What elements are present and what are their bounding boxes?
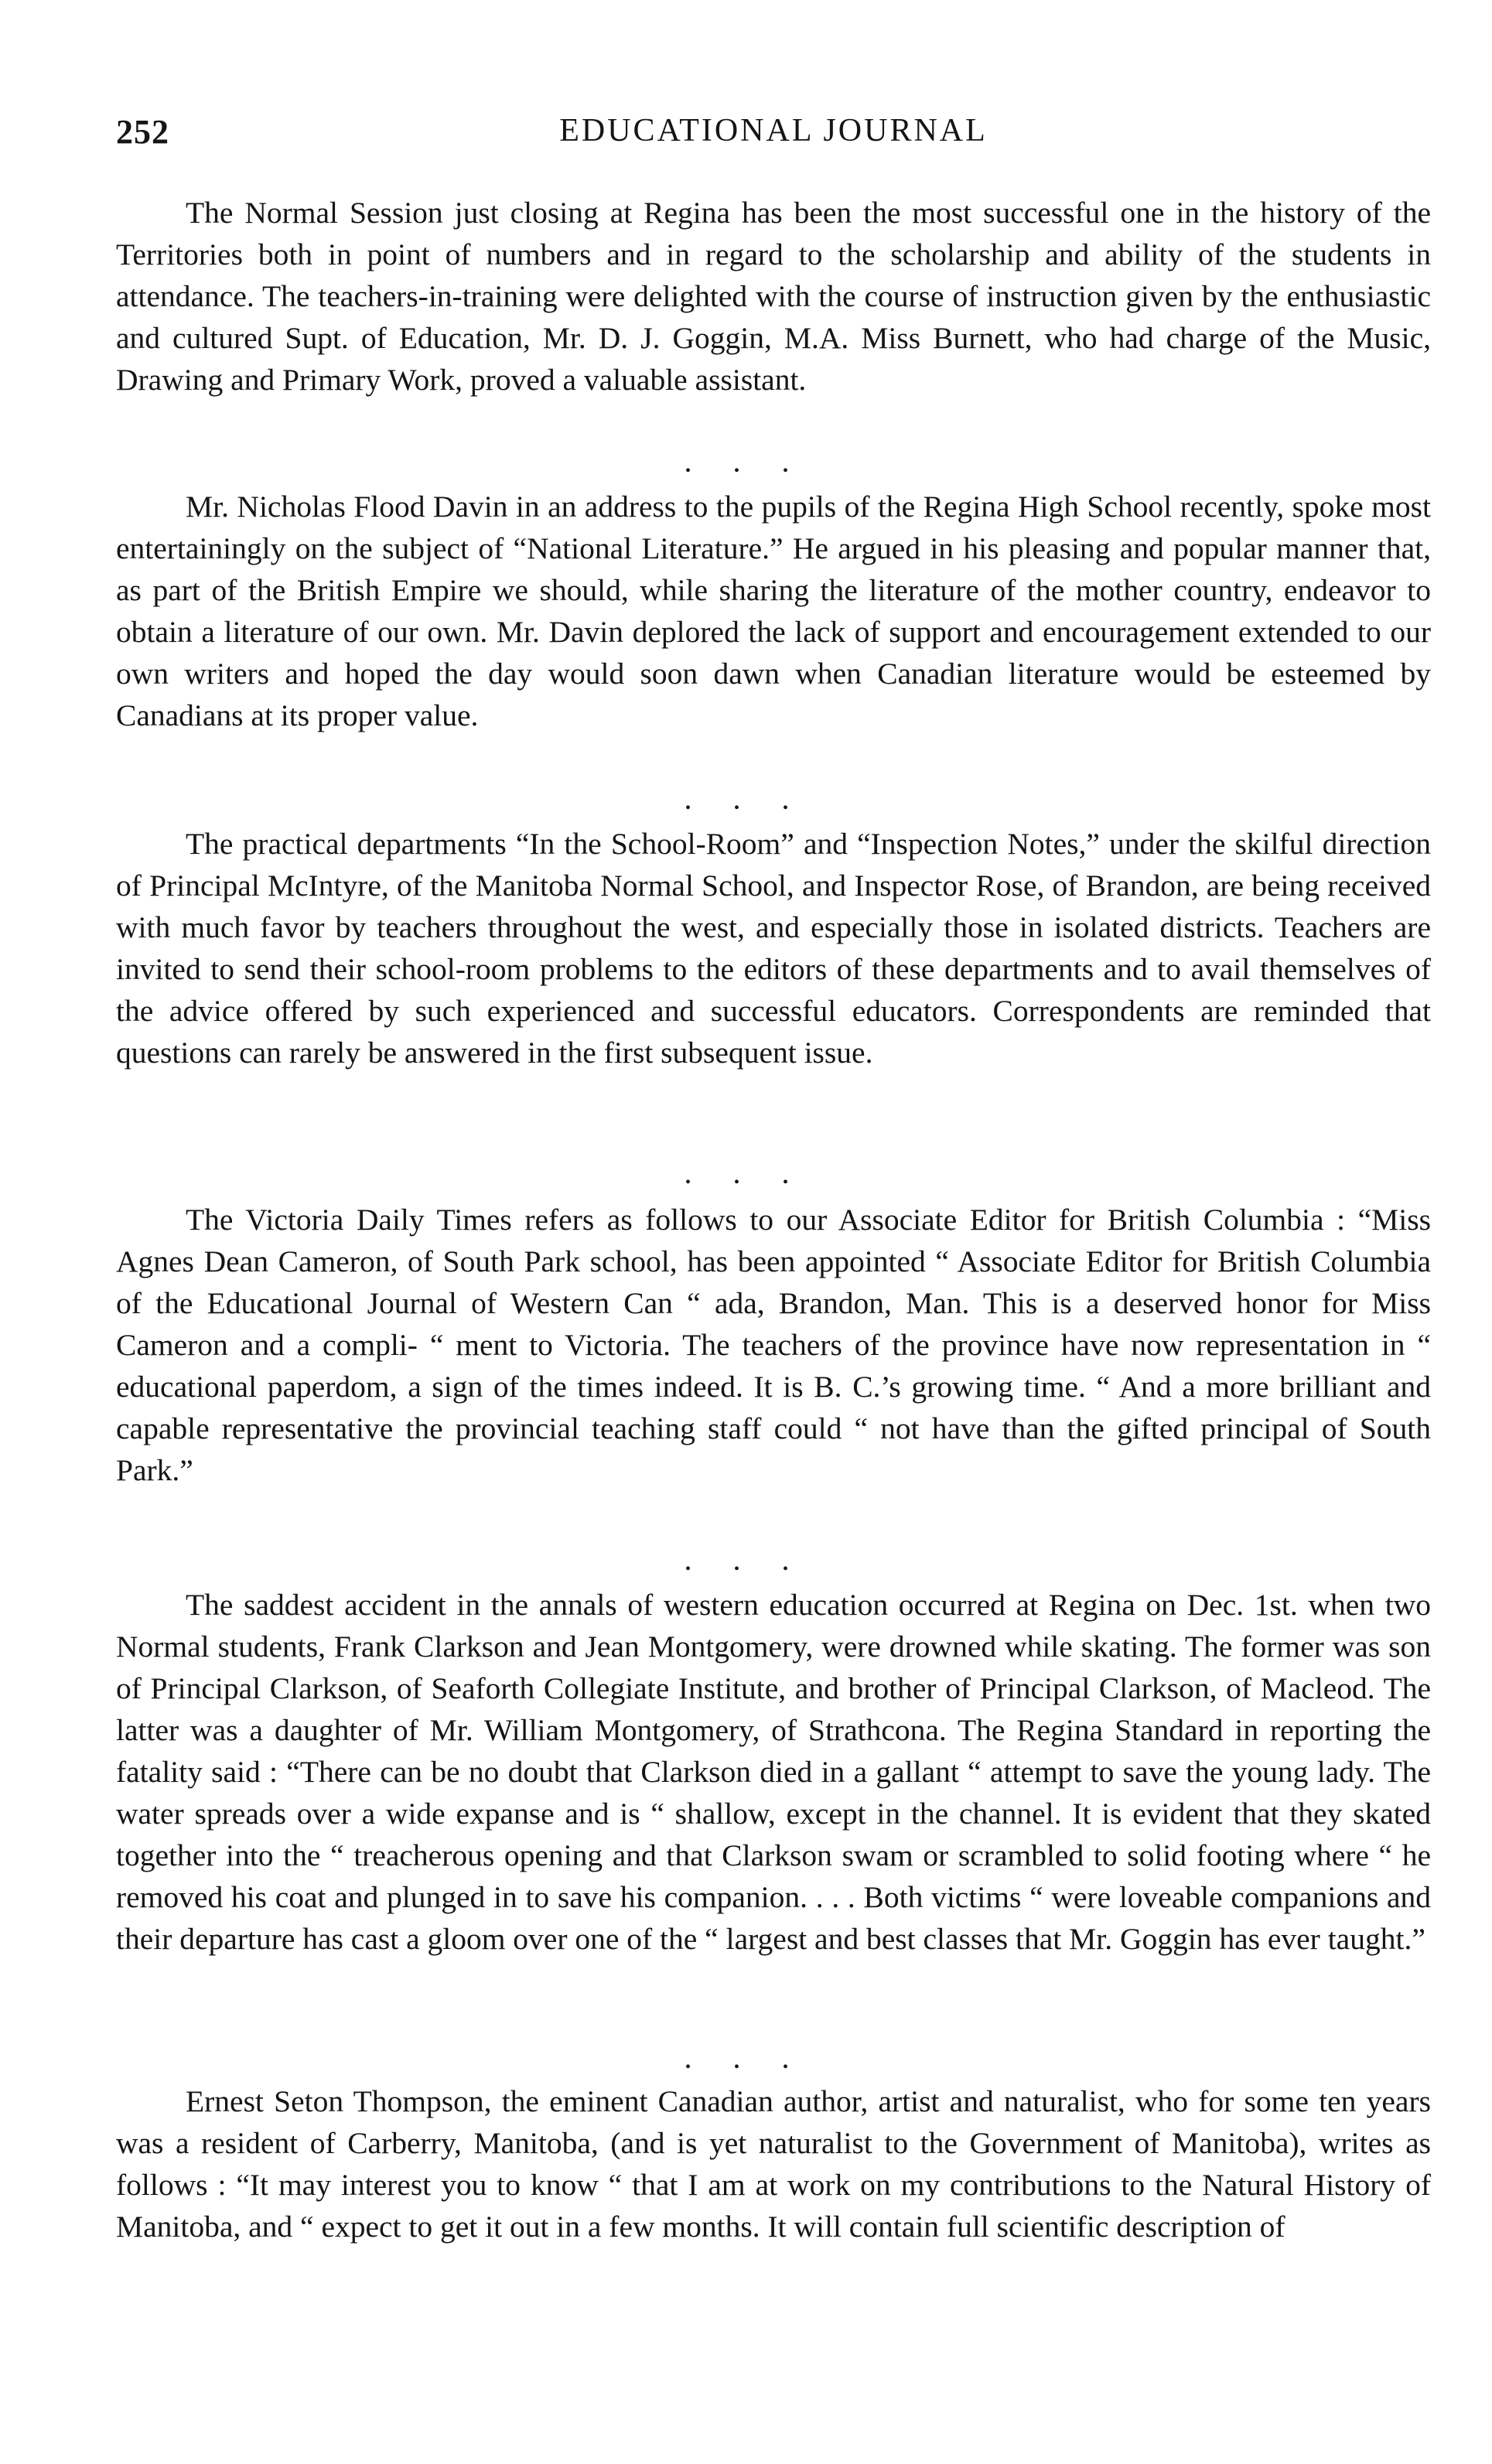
paragraph-text: The practical departments “In the School-Room” and “Inspection Notes,” under the skilful direction of Principal McIntyre, of the Manitoba Normal School, and Inspector Rose, of Brandon, are being received with much favor by teachers throughout the west, and especially those in isolated districts. Teachers are invited to send their school-room problems to the editors of these departments and to avail themselves of the advice offered by such experienced and successful educators. Correspondents are reminded that questions can rarely be answered in the first subsequent issue.: [116, 827, 1431, 1070]
paragraph-victoria-times: [116, 1199, 1431, 1491]
paragraph-seton-thompson: [116, 2080, 1431, 2247]
section-separator: . . .: [685, 789, 807, 814]
page-header: [116, 112, 1431, 159]
paragraph-text: The Victoria Daily Times refers as follows to our Associate Editor for British Columbia : “Miss Agnes Dean Cameron, of South Park school, has been appointed “ Associate Editor for British Columbia of the Educational Journal of Western Can “ ada, Brandon, Man. This is a deserved honor for Miss Cameron and a compli- “ ment to Victoria. The teachers of the province have now representation in “ educational paperdom, a sign of the times indeed. It is B. C.’s growing time. “ And a more brilliant and capable representative the provincial teaching staff could “ not have than the gifted principal of South Park.”: [116, 1203, 1431, 1487]
paragraph-text: The saddest accident in the annals of western education occurred at Regina on Dec. 1st. when two Normal students, Frank Clarkson and Jean Montgomery, were drowned while skating. The former was son of Principal Clarkson, of Seaforth Collegiate Institute, and brother of Principal Clarkson, of Macleod. The latter was a daughter of Mr. William Montgomery, of Strathcona. The Regina Standard in reporting the fatality said : “There can be no doubt that Clarkson died in a gallant “ attempt to save the young lady. The water spreads over a wide expanse and is “ shallow, except in the channel. It is evident that they skated together into the “ treacherous opening and that Clarkson swam or scrambled to solid footing where “ he removed his coat and plunged in to save his companion. . . . Both victims “ were loveable companions and their departure has cast a gloom over one of the “ largest and best classes that Mr. Goggin has ever taught.”: [116, 1588, 1431, 1956]
section-separator: . . .: [685, 1550, 807, 1575]
section-separator: . . .: [685, 452, 807, 477]
section-separator: . . .: [685, 2048, 807, 2073]
paragraph-text: Ernest Seton Thompson, the eminent Canadian author, artist and naturalist, who for some ten years was a resident of Carberry, Manitoba, (and is yet naturalist to the Government of Manitoba), writes as follows : “It may interest you to know “ that I am at work on my contributions to the Natural History of Manitoba, and “ expect to get it out in a few months. It will contain full scientific description of: [116, 2084, 1431, 2244]
paragraph-regina-accident: [116, 1584, 1431, 1960]
page-number: 252: [116, 113, 169, 151]
paragraph-text: Mr. Nicholas Flood Davin in an address to the pupils of the Regina High School recently, spoke most entertainingly on the subject of “National Literature.” He argued in his pleasing and popular manner that, as part of the British Empire we should, while sharing the literature of the mother country, endeavor to obtain a literature of our own. Mr. Davin deplored the lack of support and encouragement extended to our own writers and hoped the day would soon dawn when Canadian literature would be esteemed by Canadians at its proper value.: [116, 490, 1431, 732]
running-title: EDUCATIONAL JOURNAL: [559, 113, 988, 148]
section-separator: . . .: [685, 1163, 807, 1189]
paragraph-normal-session: [116, 192, 1431, 401]
paragraph-davin-address: [116, 486, 1431, 736]
paragraph-practical-departments: [116, 823, 1431, 1073]
paragraph-text: The Normal Session just closing at Regina has been the most successful one in the history of the Territories both in point of numbers and in regard to the scholarship and ability of the students in attendance. The teachers-in-training were delighted with the course of instruction given by the enthusiastic and cultured Supt. of Education, Mr. D. J. Goggin, M.A. Miss Burnett, who had charge of the Music, Drawing and Primary Work, proved a valuable assistant.: [116, 196, 1431, 397]
